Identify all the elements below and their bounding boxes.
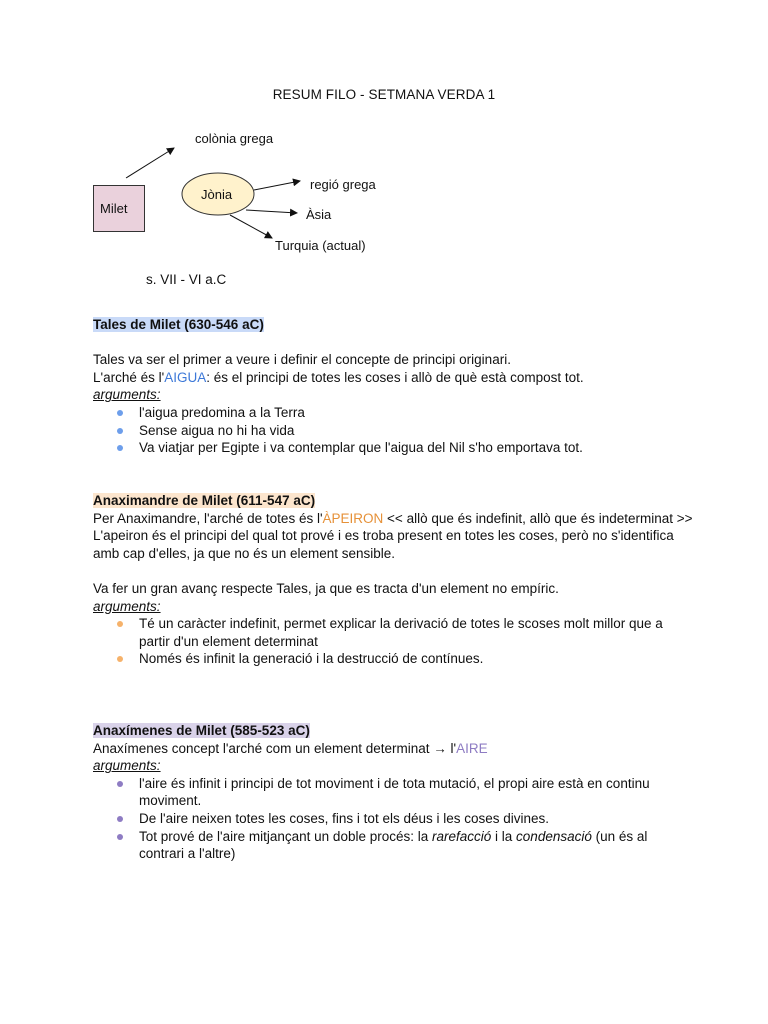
bullet-icon	[117, 445, 123, 451]
anaximandre-heading: Anaximandre de Milet (611-547 aC)	[93, 493, 316, 508]
arrow-to-turquia	[230, 215, 272, 238]
list-item: Sense aigua no hi ha vida	[93, 422, 693, 440]
turquia-label: Turquia (actual)	[275, 238, 366, 253]
list-item: Té un caràcter indefinit, permet explicar la derivació de totes le scoses molt millor que a partir d'un element determinat	[93, 615, 693, 650]
section-tales	[93, 316, 693, 457]
anaximandre-paragraph-3: Va fer un gran avanç respecte Tales, ja que es tracta d'un element no empíric.	[93, 580, 559, 596]
milet-diagram	[0, 120, 420, 300]
section-anaximenes	[93, 722, 693, 863]
anaximenes-heading: Anaxímenes de Milet (585-523 aC)	[93, 723, 310, 738]
bullet-icon	[117, 410, 123, 416]
tales-arguments-list	[93, 404, 693, 457]
tales-arguments-label: arguments:	[93, 387, 161, 403]
bullet-icon	[117, 428, 123, 434]
regio-label: regió grega	[310, 177, 376, 192]
list-item: Tot prové de l'aire mitjançant un doble procés: la rarefacció i la condensació (un és al contrari a l'altre)	[93, 828, 693, 863]
tales-paragraph-1: Tales va ser el primer a veure i definir el concepte de principi originari.	[93, 352, 511, 368]
list-item: l'aire és infinit i principi de tot moviment i de tota mutació, el propi aire està en continu moviment.	[93, 775, 693, 810]
section-anaximandre	[93, 492, 693, 668]
tales-paragraph-2: L'arché és l'AIGUA: és el principi de totes les coses i allò de què està compost tot.	[93, 369, 584, 385]
bullet-icon	[117, 621, 123, 627]
milet-label: Milet	[100, 201, 128, 216]
keyword-apeiron: ÀPEIRON	[322, 510, 384, 526]
bullet-icon	[117, 781, 123, 787]
list-item: De l'aire neixen totes les coses, fins i tot els déus i les coses divines.	[93, 810, 693, 828]
colonia-label: colònia grega	[195, 131, 274, 146]
bullet-icon	[117, 656, 123, 662]
asia-label: Àsia	[306, 207, 332, 222]
keyword-aire: AIRE	[456, 740, 488, 756]
anaximenes-arguments-label: arguments:	[93, 758, 161, 774]
anaximandre-paragraph-2: L'apeiron és el principi del qual tot prové i es troba present en totes les coses, però no s'identifica amb cap d'elles, ja que no és un element sensible.	[93, 528, 674, 561]
anaximandre-arguments-label: arguments:	[93, 598, 161, 614]
anaximenes-arguments-list	[93, 775, 693, 863]
bullet-icon	[117, 816, 123, 822]
arrow-to-colonia	[126, 148, 174, 178]
list-item: l'aigua predomina a la Terra	[93, 404, 693, 422]
list-item: Va viatjar per Egipte i va contemplar que l'aigua del Nil s'ho emportava tot.	[93, 439, 693, 457]
arrow-to-regio	[254, 181, 300, 190]
period-label: s. VII - VI a.C	[146, 272, 227, 287]
list-item: Només és infinit la generació i la destrucció de contínues.	[93, 650, 693, 668]
anaximandre-arguments-list	[93, 615, 693, 668]
document-title: RESUM FILO - SETMANA VERDA 1	[272, 87, 496, 102]
bullet-icon	[117, 834, 123, 840]
anaximenes-paragraph-1: Anaxímenes concept l'arché com un element determinat → l'AIRE	[93, 740, 488, 756]
anaximandre-paragraph-1: Per Anaximandre, l'arché de totes és l'ÀPEIRON << allò que és indefinit, allò que és indeterminat >>	[93, 510, 693, 526]
keyword-aigua: AIGUA	[164, 369, 207, 385]
jonia-label: Jònia	[201, 187, 233, 202]
tales-heading: Tales de Milet (630-546 aC)	[93, 317, 264, 332]
arrow-to-asia	[246, 210, 297, 213]
